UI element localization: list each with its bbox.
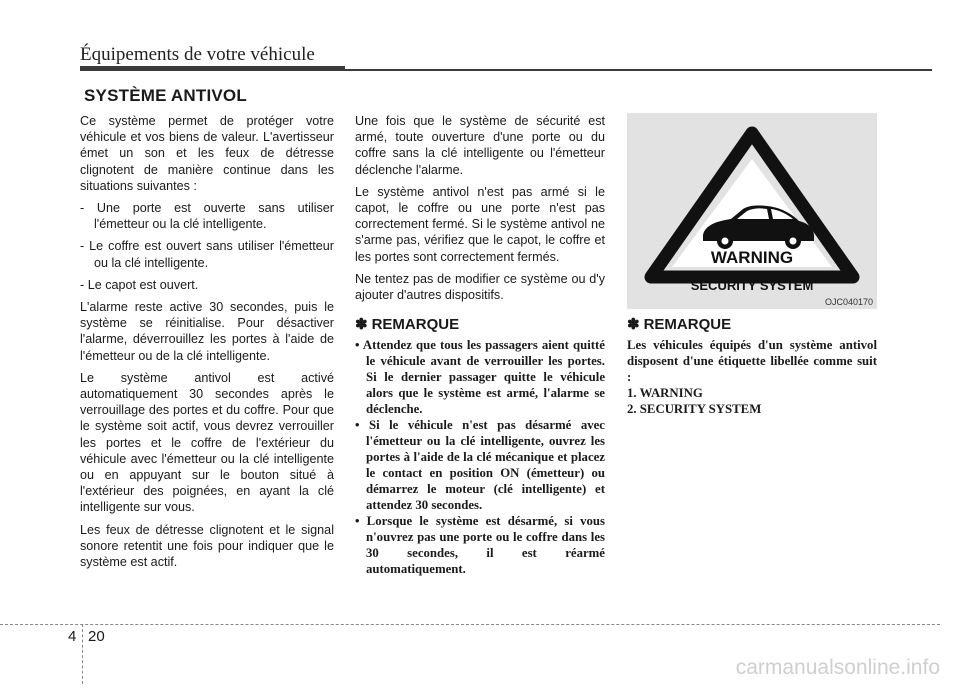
chapter-number: 4 (68, 628, 77, 645)
note-bullet: • Attendez que tous les passagers aient quitté le véhicule avant de verrouiller les portes. Si le dernier passager quitte le véhicule alors que le système est armé, l'alarme se déclenche. (355, 338, 605, 417)
not-armed-paragraph: Le système antivol n'est pas armé si le capot, le coffre ou une porte n'est pas correctement fermé. Si le système antivol ne s'arme pas, vérifiez que le capot, le coffre et les portes sont correctement fermés. (355, 184, 605, 264)
note-bullet: • Si le véhicule n'est pas désarmé avec l'émetteur ou la clé intelligente, ouvrez les portes à l'aide de la clé mécanique et placez le contact en position ON (émetteur) ou démarrez le moteur (clé intelligente) et attendez 30 secondes. (355, 418, 605, 513)
note-title (355, 315, 605, 333)
note-star-icon: ✽ (355, 316, 368, 334)
label-item: 1. WARNING (627, 386, 703, 400)
figure-code: OJC040170 (824, 297, 873, 307)
note-bullet: • Lorsque le système est désarmé, si vous n'ouvrez pas une porte ou le coffre dans les 30 secondes, il est réarmé automatiquement. (355, 514, 605, 577)
footer-line (0, 624, 940, 625)
alarm-paragraph: L'alarme reste active 30 secondes, puis le système se réinitialise. Pour désactiver l'alarme, déverrouillez les portes à l'aide de l'émetteur ou de la clé intelligente. (80, 300, 334, 363)
warning-triangle-icon (627, 113, 877, 309)
note-star-icon: ✽ (627, 316, 640, 333)
note-title (627, 315, 877, 333)
condition-item: - Le capot est ouvert. (80, 277, 199, 292)
note-title-label: REMARQUE (371, 316, 460, 334)
page-number: 20 (88, 628, 105, 645)
warning-label: WARNING (710, 248, 794, 267)
header-title: Équipements de votre véhicule (80, 44, 315, 65)
column-3 (627, 315, 877, 417)
footer-divider (82, 624, 83, 684)
note-text: Les véhicules équipés d'un système antivol disposent d'une étiquette libellée comme suit : (627, 338, 877, 384)
intro-paragraph: Ce système permet de protéger votre véhicule et vos biens de valeur. L'avertisseur émet un son et les feux de détresse clignotent de manière continue dans les situations suivantes : (80, 114, 334, 193)
security-system-label: SECURITY SYSTEM (690, 278, 814, 293)
condition-item: - Le coffre est ouvert sans utiliser l'émetteur ou la clé intelligente. (80, 239, 334, 270)
activation-paragraph: Le système antivol est activé automatiquement 30 secondes après le verrouillage des portes et du coffre. Pour que le système soit actif, vous devrez verrouiller les portes et le coffre de l'extérieur du véhicule avec l'émetteur ou la clé intelligente ou en appuyant sur le bouton situé à l'extérieur des poignées, en ayant la clé intelligente sur vous. (80, 370, 334, 515)
armed-paragraph: Une fois que le système de sécurité est armé, toute ouverture d'une porte ou du coffre sans la clé intelligente ou l'émetteur déclenche l'alarme. (355, 114, 605, 177)
note-title-label: REMARQUE (643, 316, 732, 333)
watermark: carmanualsonline.info (735, 656, 940, 679)
section-title: SYSTÈME ANTIVOL (84, 86, 247, 105)
warning-figure (627, 113, 877, 309)
column-1 (80, 113, 334, 576)
column-2 (355, 113, 605, 577)
signal-paragraph: Les feux de détresse clignotent et le signal sonore retentit une fois pour indiquer que le système est actif. (80, 522, 334, 570)
modify-paragraph: Ne tentez pas de modifier ce système ou d'y ajouter d'autres dispositifs. (355, 271, 605, 303)
condition-item: - Une porte est ouverte sans utiliser l'émetteur ou la clé intelligente. (80, 201, 334, 232)
label-item: 2. SECURITY SYSTEM (627, 402, 762, 416)
header-line (345, 69, 932, 71)
header-bar (80, 66, 345, 71)
